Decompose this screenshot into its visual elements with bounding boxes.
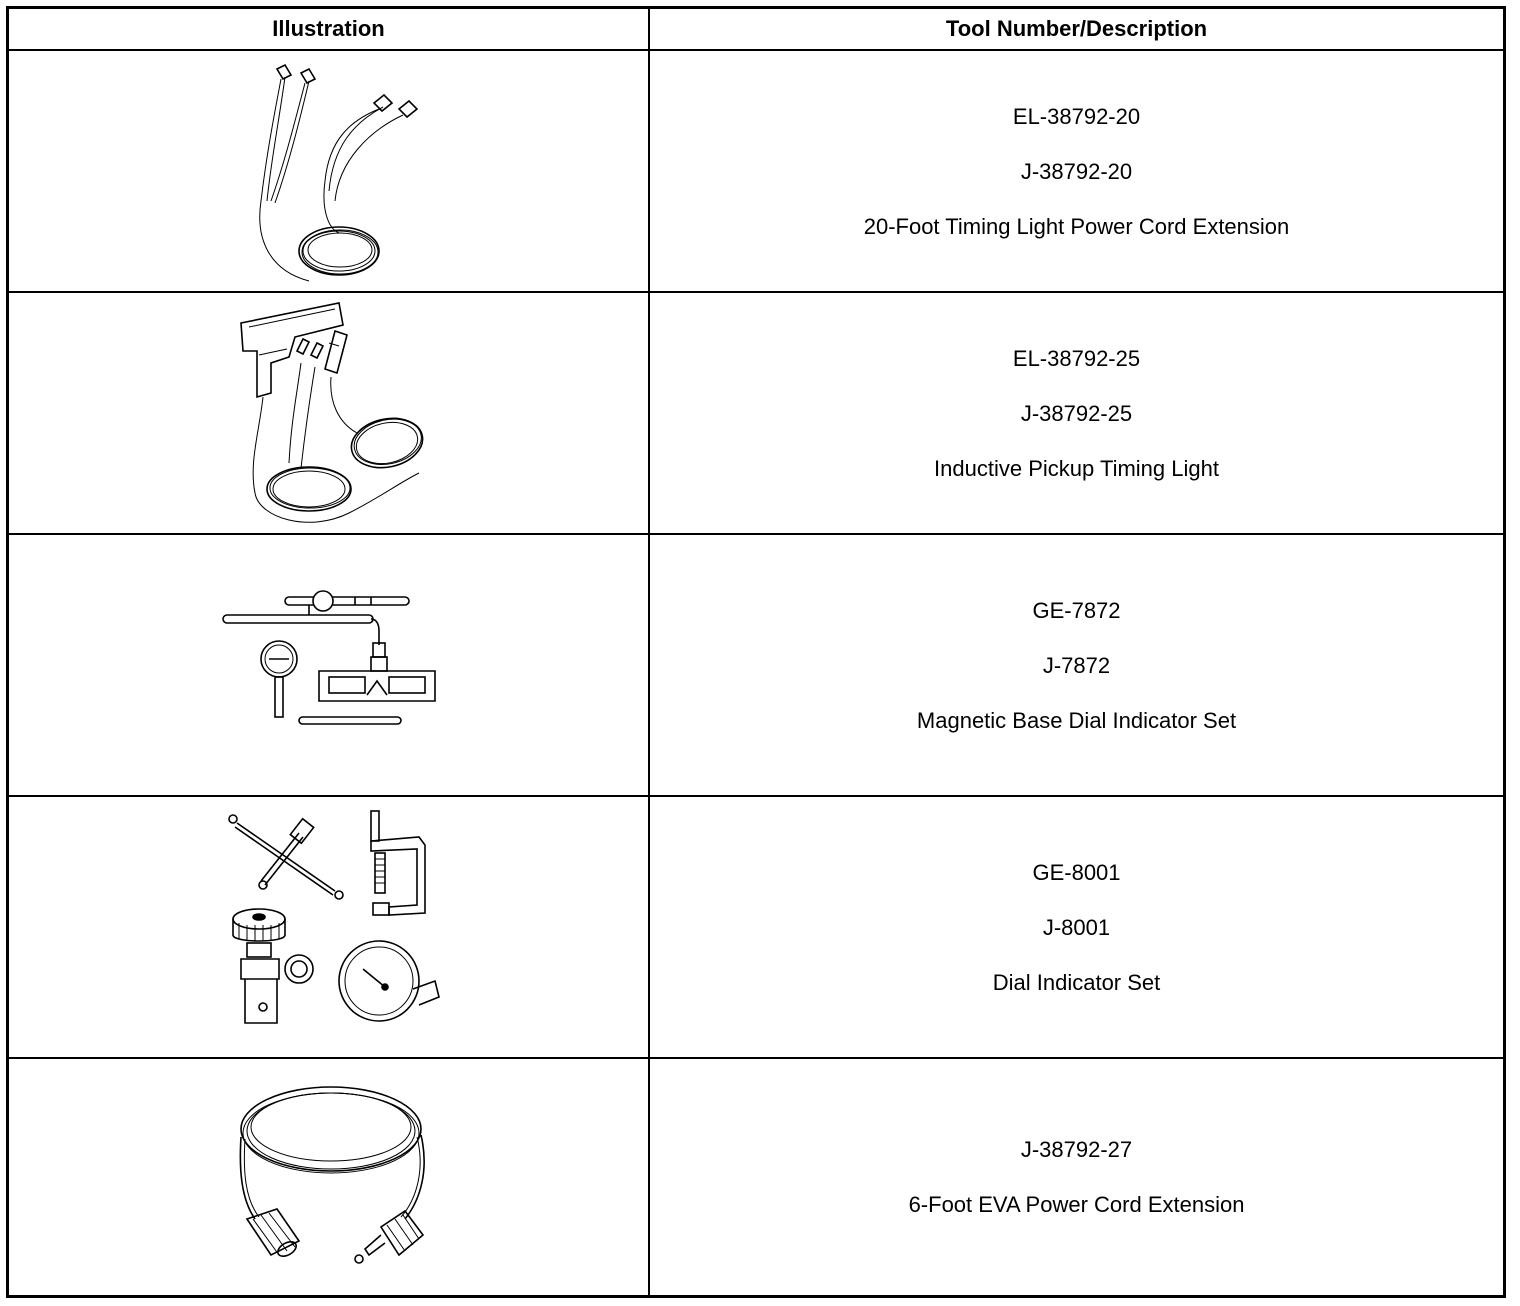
tool-description-cell: [650, 535, 1503, 795]
header-illustration: Illustration: [272, 16, 385, 41]
power-cord-extension-20ft-illustration: [9, 51, 648, 291]
inductive-timing-light-illustration: [9, 293, 648, 533]
tool-number-j: J-38792-20: [1020, 158, 1133, 184]
tool-number-j: J-8001: [1042, 914, 1111, 940]
table-row: [9, 1059, 1503, 1295]
header-tool-description: Tool Number/Description: [945, 16, 1208, 41]
tool-description: 20-Foot Timing Light Power Cord Extension: [863, 213, 1290, 239]
tool-description-cell: [650, 51, 1503, 291]
tool-number-j: J-38792-25: [1020, 400, 1133, 426]
tool-number-el: EL-38792-25: [1012, 345, 1141, 371]
dial-indicator-set-illustration: [9, 797, 648, 1057]
tool-number-j: J-38792-27: [1020, 1137, 1133, 1162]
tool-number-ge: GE-7872: [1032, 597, 1121, 623]
magnetic-base-dial-indicator-illustration: [9, 535, 648, 795]
tool-description: Inductive Pickup Timing Light: [934, 455, 1219, 481]
tool-number-j: J-7872: [1042, 652, 1111, 678]
tool-number-el: EL-38792-20: [1012, 103, 1141, 129]
tool-number-ge: GE-8001: [1032, 859, 1121, 885]
tool-table: [6, 6, 1506, 1298]
eva-power-cord-illustration: [9, 1059, 648, 1295]
tool-description-cell: [650, 293, 1503, 533]
tool-description: Dial Indicator Set: [992, 969, 1161, 995]
table-row: [9, 797, 1503, 1059]
tool-description: 6-Foot EVA Power Cord Extension: [908, 1192, 1245, 1217]
table-header-row: [9, 9, 1503, 51]
tool-description-cell: [650, 1059, 1503, 1295]
table-row: [9, 535, 1503, 797]
tool-description: Magnetic Base Dial Indicator Set: [916, 707, 1237, 733]
tool-description-cell: [650, 797, 1503, 1057]
table-row: [9, 293, 1503, 535]
table-row: [9, 51, 1503, 293]
